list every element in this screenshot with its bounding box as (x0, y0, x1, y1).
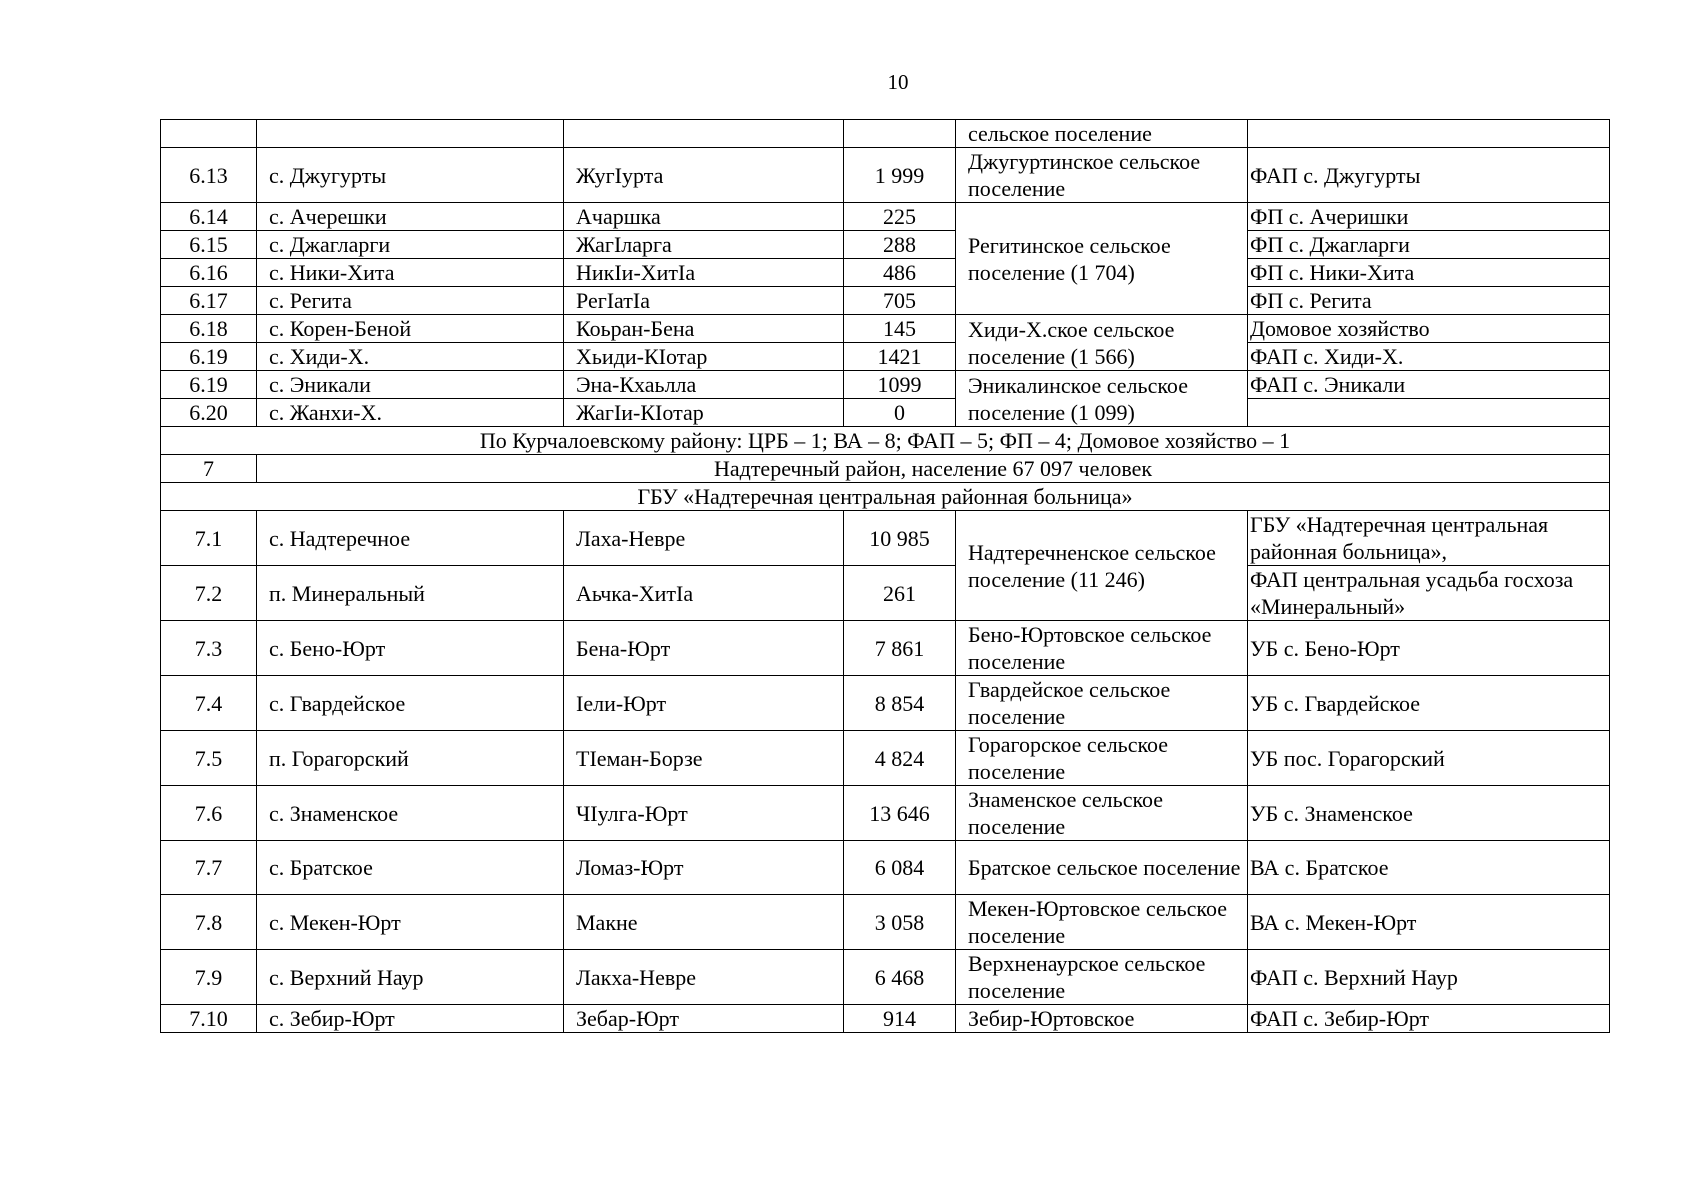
table-row (161, 148, 1610, 203)
chechen-name: ЖагIи-КIотар (564, 399, 844, 427)
chechen-name (564, 120, 844, 148)
table-row (161, 731, 1610, 786)
table-row (161, 203, 1610, 231)
medical-facility: Домовое хозяйство (1248, 315, 1610, 343)
chechen-name: Аьчка-ХитIа (564, 566, 844, 621)
row-number: 6.13 (161, 148, 257, 203)
population: 7 861 (844, 621, 956, 676)
table-row (161, 231, 1610, 259)
settlement-name: с. Мекен-Юрт (257, 895, 564, 950)
chechen-name: РегIатIа (564, 287, 844, 315)
population: 914 (844, 1005, 956, 1033)
chechen-name: Коьран-Бена (564, 315, 844, 343)
medical-facility: ВА с. Братское (1248, 841, 1610, 895)
row-number: 6.16 (161, 259, 257, 287)
settlement-name (257, 120, 564, 148)
chechen-name: Хьиди-КIотар (564, 343, 844, 371)
settlement-name: с. Верхний Наур (257, 950, 564, 1005)
medical-facility: ГБУ «Надтеречная центральная районная больница», (1248, 511, 1610, 566)
district-row (161, 455, 1610, 483)
population: 3 058 (844, 895, 956, 950)
settlement-name: с. Знаменское (257, 786, 564, 841)
summary-row (161, 427, 1610, 455)
row-number: 7.9 (161, 950, 257, 1005)
chechen-name: Зебар-Юрт (564, 1005, 844, 1033)
hospital-row (161, 483, 1610, 511)
chechen-name: Ломаз-Юрт (564, 841, 844, 895)
medical-facility (1248, 120, 1610, 148)
population: 1 999 (844, 148, 956, 203)
settlement-name: с. Джугурты (257, 148, 564, 203)
chechen-name: Ачаршка (564, 203, 844, 231)
medical-facility: ФАП с. Хиди-Х. (1248, 343, 1610, 371)
chechen-name: Макне (564, 895, 844, 950)
rural-settlement: Мекен-Юртовское сельское поселение (956, 895, 1248, 950)
settlement-name: с. Братское (257, 841, 564, 895)
table-row (161, 315, 1610, 343)
row-number: 6.19 (161, 371, 257, 399)
settlement-name: с. Джагларги (257, 231, 564, 259)
medical-facility (1248, 399, 1610, 427)
medical-facility: УБ с. Гвардейское (1248, 676, 1610, 731)
settlement-name: с. Хиди-Х. (257, 343, 564, 371)
chechen-name: Бена-Юрт (564, 621, 844, 676)
table-row (161, 511, 1610, 566)
settlement-name: п. Минеральный (257, 566, 564, 621)
rural-settlement: сельское поселение (956, 120, 1248, 148)
settlement-name: с. Гвардейское (257, 676, 564, 731)
rural-settlement: Гвардейское сельское поселение (956, 676, 1248, 731)
medical-facility: ФП с. Ачеришки (1248, 203, 1610, 231)
district-summary: По Курчалоевскому району: ЦРБ – 1; ВА – 8; ФАП – 5; ФП – 4; Домовое хозяйство – 1 (161, 427, 1610, 455)
row-number: 6.19 (161, 343, 257, 371)
rural-settlement: Бено-Юртовское сельское поселение (956, 621, 1248, 676)
table-row (161, 676, 1610, 731)
row-number: 7.4 (161, 676, 257, 731)
population: 145 (844, 315, 956, 343)
table-row (161, 259, 1610, 287)
rural-settlement: Регитинское сельское поселение (1 704) (956, 203, 1248, 315)
medical-facility: УБ пос. Горагорский (1248, 731, 1610, 786)
row-number: 7.3 (161, 621, 257, 676)
settlement-name: п. Горагорский (257, 731, 564, 786)
row-number (161, 120, 257, 148)
rural-settlement: Джугуртинское сельское поселение (956, 148, 1248, 203)
population: 6 084 (844, 841, 956, 895)
medical-facility: ВА с. Мекен-Юрт (1248, 895, 1610, 950)
settlement-name: с. Бено-Юрт (257, 621, 564, 676)
table-row (161, 287, 1610, 315)
chechen-name: Лаха-Невре (564, 511, 844, 566)
table-row (161, 120, 1610, 148)
table-row (161, 950, 1610, 1005)
settlements-table (160, 119, 1610, 1033)
rural-settlement: Надтеречненское сельское поселение (11 246) (956, 511, 1248, 621)
rural-settlement: Горагорское сельское поселение (956, 731, 1248, 786)
row-number: 6.17 (161, 287, 257, 315)
medical-facility: ФАП центральная усадьба госхоза «Минеральный» (1248, 566, 1610, 621)
settlement-name: с. Жанхи-Х. (257, 399, 564, 427)
row-number: 7.10 (161, 1005, 257, 1033)
medical-facility: ФАП с. Зебир-Юрт (1248, 1005, 1610, 1033)
district-number: 7 (161, 455, 257, 483)
row-number: 7.5 (161, 731, 257, 786)
row-number: 7.1 (161, 511, 257, 566)
population: 13 646 (844, 786, 956, 841)
rural-settlement: Братское сельское поселение (956, 841, 1248, 895)
row-number: 6.20 (161, 399, 257, 427)
chechen-name: ЖугIурта (564, 148, 844, 203)
table-row (161, 566, 1610, 621)
settlement-name: с. Надтеречное (257, 511, 564, 566)
chechen-name: ЧIулга-Юрт (564, 786, 844, 841)
population: 1099 (844, 371, 956, 399)
settlement-name: с. Зебир-Юрт (257, 1005, 564, 1033)
chechen-name: Лакха-Невре (564, 950, 844, 1005)
table-row (161, 841, 1610, 895)
population: 4 824 (844, 731, 956, 786)
rural-settlement: Хиди-Х.ское сельское поселение (1 566) (956, 315, 1248, 371)
row-number: 7.7 (161, 841, 257, 895)
hospital-title: ГБУ «Надтеречная центральная районная больница» (161, 483, 1610, 511)
table-row (161, 786, 1610, 841)
settlement-name: с. Ники-Хита (257, 259, 564, 287)
rural-settlement: Знаменское сельское поселение (956, 786, 1248, 841)
table-row (161, 343, 1610, 371)
table-row (161, 895, 1610, 950)
chechen-name: Iели-Юрт (564, 676, 844, 731)
row-number: 6.15 (161, 231, 257, 259)
population: 486 (844, 259, 956, 287)
row-number: 7.6 (161, 786, 257, 841)
medical-facility: ФП с. Джагларги (1248, 231, 1610, 259)
medical-facility: УБ с. Бено-Юрт (1248, 621, 1610, 676)
rural-settlement: Эникалинское сельское поселение (1 099) (956, 371, 1248, 427)
chechen-name: ЖагIларга (564, 231, 844, 259)
table-row (161, 621, 1610, 676)
population (844, 120, 956, 148)
medical-facility: ФАП с. Верхний Наур (1248, 950, 1610, 1005)
rural-settlement: Верхненаурское сельское поселение (956, 950, 1248, 1005)
row-number: 6.14 (161, 203, 257, 231)
table-row (161, 371, 1610, 399)
row-number: 7.2 (161, 566, 257, 621)
rural-settlement: Зебир-Юртовское (956, 1005, 1248, 1033)
medical-facility: ФАП с. Джугурты (1248, 148, 1610, 203)
district-title: Надтеречный район, население 67 097 человек (257, 455, 1610, 483)
population: 288 (844, 231, 956, 259)
population: 705 (844, 287, 956, 315)
medical-facility: УБ с. Знаменское (1248, 786, 1610, 841)
population: 1421 (844, 343, 956, 371)
settlement-name: с. Эникали (257, 371, 564, 399)
population: 10 985 (844, 511, 956, 566)
medical-facility: ФП с. Ники-Хита (1248, 259, 1610, 287)
table-row (161, 1005, 1610, 1033)
chechen-name: ТIеман-Борзе (564, 731, 844, 786)
row-number: 7.8 (161, 895, 257, 950)
population: 6 468 (844, 950, 956, 1005)
medical-facility: ФП с. Регита (1248, 287, 1610, 315)
settlement-name: с. Регита (257, 287, 564, 315)
population: 8 854 (844, 676, 956, 731)
population: 0 (844, 399, 956, 427)
settlement-name: с. Ачерешки (257, 203, 564, 231)
medical-facility: ФАП с. Эникали (1248, 371, 1610, 399)
population: 225 (844, 203, 956, 231)
page-number: 10 (887, 70, 909, 94)
table-row (161, 399, 1610, 427)
population: 261 (844, 566, 956, 621)
chechen-name: Эна-Кхаьлла (564, 371, 844, 399)
row-number: 6.18 (161, 315, 257, 343)
settlement-name: с. Корен-Беной (257, 315, 564, 343)
chechen-name: НикIи-ХитIа (564, 259, 844, 287)
